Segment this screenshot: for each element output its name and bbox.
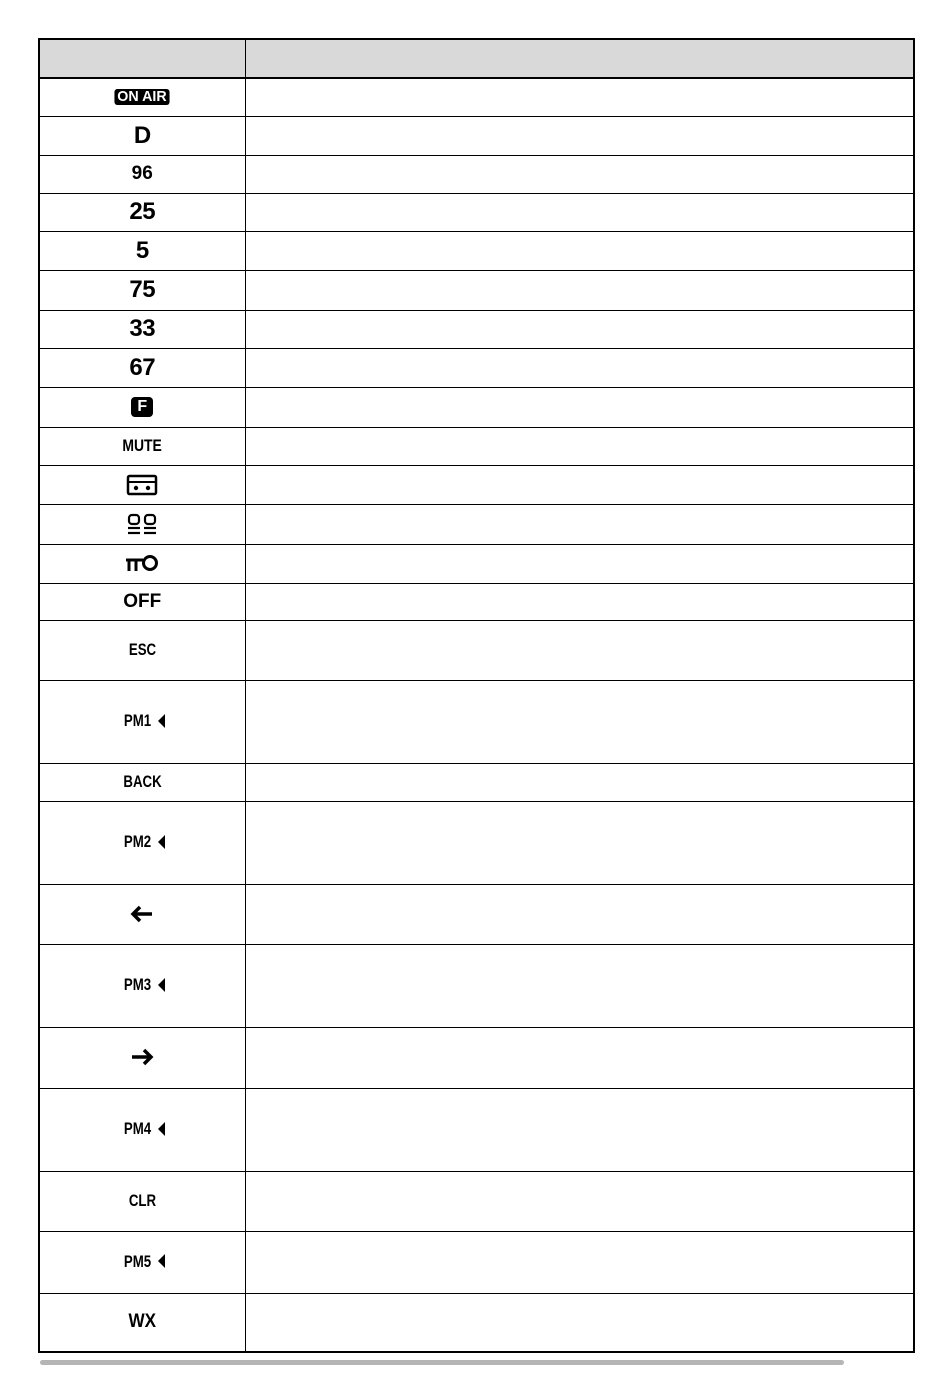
pm1-label: PM1 bbox=[123, 711, 151, 730]
indicator-cell bbox=[39, 427, 245, 465]
table-row bbox=[39, 1027, 914, 1088]
5-indicator: 5 bbox=[135, 236, 149, 264]
description-cell bbox=[245, 504, 914, 544]
table-row bbox=[39, 1088, 914, 1171]
triangle-left-icon bbox=[158, 978, 165, 992]
table-row bbox=[39, 231, 914, 270]
indicator-cell bbox=[39, 944, 245, 1027]
pm3-indicator bbox=[120, 976, 165, 993]
indicator-cell bbox=[39, 1088, 245, 1171]
function-indicator: F bbox=[131, 397, 153, 417]
table-row bbox=[39, 78, 914, 116]
indicator-cell bbox=[39, 1027, 245, 1088]
description-cell bbox=[245, 620, 914, 680]
table-row bbox=[39, 387, 914, 427]
description-cell bbox=[245, 427, 914, 465]
25-indicator: 25 bbox=[129, 198, 156, 225]
description-cell bbox=[245, 1171, 914, 1231]
header-description bbox=[245, 39, 914, 78]
table-row bbox=[39, 504, 914, 544]
table-row bbox=[39, 155, 914, 193]
indicator-cell bbox=[39, 116, 245, 155]
description-cell bbox=[245, 193, 914, 231]
description-cell bbox=[245, 680, 914, 763]
triangle-left-icon bbox=[158, 1122, 165, 1136]
description-cell bbox=[245, 116, 914, 155]
table-row bbox=[39, 884, 914, 944]
description-cell bbox=[245, 544, 914, 583]
indicator-cell bbox=[39, 1171, 245, 1231]
description-cell bbox=[245, 884, 914, 944]
table-row bbox=[39, 944, 914, 1027]
description-cell bbox=[245, 465, 914, 504]
table-header-row bbox=[39, 39, 914, 78]
indicator-cell bbox=[39, 348, 245, 387]
description-cell bbox=[245, 1088, 914, 1171]
67-indicator: 67 bbox=[129, 353, 156, 381]
indicator-cell bbox=[39, 884, 245, 944]
indicator-cell bbox=[39, 544, 245, 583]
pm4-indicator bbox=[120, 1120, 165, 1137]
96-indicator: 96 bbox=[131, 163, 153, 184]
arrow-left-icon bbox=[130, 905, 154, 923]
table-row bbox=[39, 270, 914, 310]
arrow-right-icon bbox=[130, 1048, 154, 1066]
wx-indicator: WX bbox=[128, 1311, 157, 1333]
d-indicator: D bbox=[133, 121, 151, 149]
table-row bbox=[39, 801, 914, 884]
pm1-indicator bbox=[120, 712, 165, 729]
esc-indicator: ESC bbox=[128, 639, 156, 659]
table-row bbox=[39, 1231, 914, 1293]
indicator-cell bbox=[39, 801, 245, 884]
pm2-indicator bbox=[120, 833, 165, 850]
mute-indicator: MUTE bbox=[122, 435, 162, 455]
pm5-indicator bbox=[120, 1253, 165, 1270]
table-row bbox=[39, 680, 914, 763]
table-row bbox=[39, 427, 914, 465]
indicator-cell bbox=[39, 465, 245, 504]
indicator-cell bbox=[39, 387, 245, 427]
description-cell bbox=[245, 387, 914, 427]
description-cell bbox=[245, 801, 914, 884]
indicator-cell bbox=[39, 504, 245, 544]
description-cell bbox=[245, 1293, 914, 1352]
pm3-label: PM3 bbox=[123, 975, 151, 994]
indicator-cell bbox=[39, 680, 245, 763]
table-row bbox=[39, 116, 914, 155]
indicator-cell bbox=[39, 763, 245, 801]
triangle-left-icon bbox=[158, 835, 165, 849]
description-cell bbox=[245, 310, 914, 348]
description-cell bbox=[245, 1027, 914, 1088]
table-row bbox=[39, 620, 914, 680]
indicator-cell bbox=[39, 310, 245, 348]
indicator-cell bbox=[39, 78, 245, 116]
triangle-left-icon bbox=[158, 1254, 165, 1268]
table-row bbox=[39, 193, 914, 231]
header-indicator bbox=[39, 39, 245, 78]
indicator-cell bbox=[39, 1293, 245, 1352]
indicator-cell bbox=[39, 193, 245, 231]
indicator-table bbox=[38, 38, 915, 1353]
table-row bbox=[39, 583, 914, 620]
description-cell bbox=[245, 78, 914, 116]
indicator-cell bbox=[39, 620, 245, 680]
75-indicator: 75 bbox=[129, 276, 156, 303]
clr-indicator: CLR bbox=[128, 1190, 156, 1210]
on-air-indicator: ON AIR bbox=[115, 89, 170, 105]
back-indicator: BACK bbox=[123, 771, 162, 791]
pm4-label: PM4 bbox=[123, 1119, 151, 1138]
table-row bbox=[39, 310, 914, 348]
key-lock-icon bbox=[124, 554, 160, 574]
table-row bbox=[39, 465, 914, 504]
dual-link-icon bbox=[126, 513, 158, 535]
table-row bbox=[39, 544, 914, 583]
description-cell bbox=[245, 944, 914, 1027]
pm5-label: PM5 bbox=[123, 1251, 151, 1271]
cassette-icon bbox=[126, 474, 158, 496]
description-cell bbox=[245, 1231, 914, 1293]
33-indicator: 33 bbox=[129, 315, 156, 342]
indicator-cell bbox=[39, 270, 245, 310]
off-indicator: OFF bbox=[123, 590, 162, 612]
indicator-cell bbox=[39, 155, 245, 193]
description-cell bbox=[245, 231, 914, 270]
triangle-left-icon bbox=[158, 714, 165, 728]
pm2-label: PM2 bbox=[123, 832, 151, 851]
table-row bbox=[39, 763, 914, 801]
table-row bbox=[39, 1293, 914, 1352]
indicator-cell bbox=[39, 231, 245, 270]
description-cell bbox=[245, 348, 914, 387]
indicator-cell bbox=[39, 583, 245, 620]
indicator-cell bbox=[39, 1231, 245, 1293]
table-row bbox=[39, 1171, 914, 1231]
footer-rule bbox=[40, 1360, 844, 1365]
description-cell bbox=[245, 583, 914, 620]
description-cell bbox=[245, 155, 914, 193]
table-row bbox=[39, 348, 914, 387]
description-cell bbox=[245, 763, 914, 801]
description-cell bbox=[245, 270, 914, 310]
